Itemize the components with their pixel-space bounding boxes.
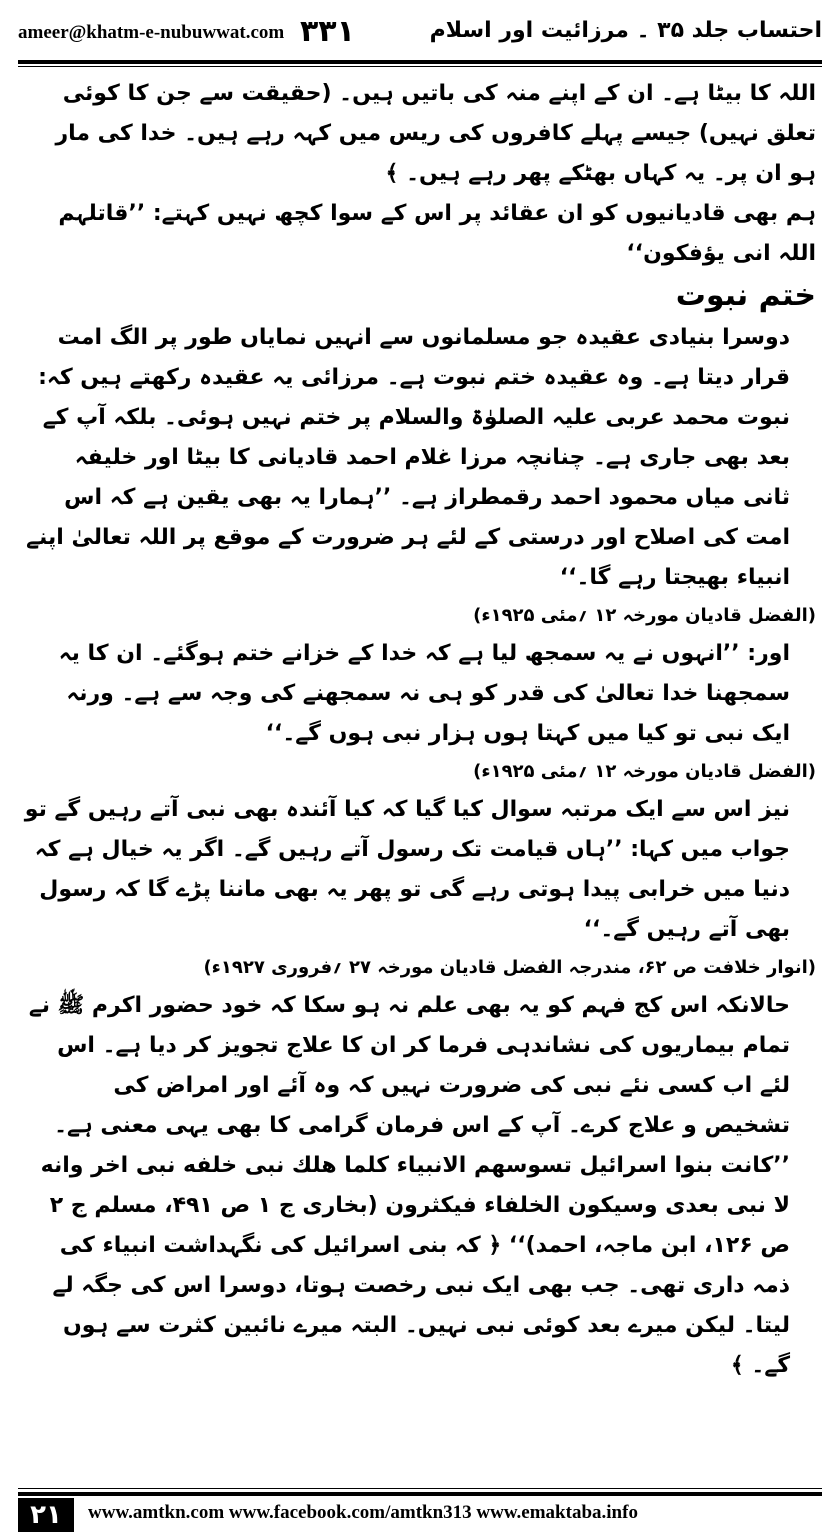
footer-rule-thick xyxy=(18,1492,822,1496)
paragraph-2: ہم بھی قادیانیوں کو ان عقائد پر اس کے سوا کچھ نہیں کہتے: ’’قاتلہم اللہ انی یؤفکون‘‘ xyxy=(58,201,816,266)
header-running-title: احتساب جلد ۳۵ ۔ مرزائیت اور اسلام xyxy=(429,18,822,43)
header-rule-thin xyxy=(18,66,822,67)
header-page-number: ۳۳۱ xyxy=(300,14,355,49)
footer-folio: ۲۱ xyxy=(18,1498,74,1532)
section-heading: ختم نبوت xyxy=(675,278,816,313)
paragraph-1: اللہ کا بیٹا ہے۔ ان کے اپنے منہ کی باتیں ہیں۔ (حقیقت سے جن کا کوئی تعلق نہیں) جیسے پہلے کافروں کی ریس میں کہہ رہے ہیں۔ خدا کی مار ہو ان پر۔ یہ کہاں بھٹکے پھر رہے ہیں۔ ﴾ xyxy=(55,81,816,186)
reference-1: (الفضل قادیان مورخہ ۱۲ ؍مئی ۱۹۲۵ء) xyxy=(473,605,816,626)
paragraph-3: دوسرا بنیادی عقیدہ جو مسلمانوں سے انہیں نمایاں طور پر الگ امت قرار دیتا ہے۔ وہ عقیدہ ختم نبوت ہے۔ مرزائی یہ عقیدہ رکھتے ہیں کہ: xyxy=(38,325,790,390)
page-header xyxy=(18,14,822,54)
header-rule-thick xyxy=(18,60,822,64)
page-body xyxy=(24,74,816,1464)
paragraph-7: حالانکہ اس کج فہم کو یہ بھی علم نہ ہو سکا کہ خود حضور اکرم ﷺ نے تمام بیماریوں کی نشاندہی فرما کر ان کا علاج تجویز کر دیا ہے۔ اس لئے اب کسی نئے نبی کی ضرورت نہیں کہ وہ آئے اور امراض کی تشخیص و علاج کرے۔ آپ کے اس فرمان گرامی کا بھی یہی معنی ہے۔ ’’کانت بنوا اسرائیل تسوسهم الانبياء كلما هلك نبى خلفه نبى اخر وانه لا نبى بعدى وسيكون الخلفاء فيكثرون (بخاری ج ۱ ص ۴۹۱، مسلم ج ۲ ص ۱۲۶، ابن ماجہ، احمد)‘‘ ﴿ کہ بنی اسرائیل کی نگہداشت انبیاء کی ذمہ داری تھی۔ جب بھی ایک نبی رخصت ہوتا، دوسرا اس کی جگہ لے لیتا۔ لیکن میرے بعد کوئی نبی نہیں۔ البتہ میرے نائبین کثرت سے ہوں گے۔ ﴾ xyxy=(28,993,790,1378)
footer-rule-thin xyxy=(18,1488,822,1489)
page-footer xyxy=(18,1488,822,1528)
paragraph-4: نبوت محمد عربی علیہ الصلوٰۃ والسلام پر ختم نہیں ہوئی۔ بلکہ آپ کے بعد بھی جاری ہے۔ چنانچہ مرزا غلام احمد قادیانی کا بیٹا اور خلیفہ ثانی میاں محمود احمد رقمطراز ہے۔ ’’ہمارا یہ بھی یقین ہے کہ اس امت کی اصلاح اور درستی کے لئے ہر ضرورت کے موقع پر اللہ تعالیٰ اپنے انبیاء بھیجتا رہے گا۔‘‘ xyxy=(26,405,790,590)
reference-3: (انوار خلافت ص ۶۲، مندرجہ الفضل قادیان مورخہ ۲۷ ؍فروری ۱۹۲۷ء) xyxy=(203,957,816,978)
footer-urls: www.amtkn.com www.facebook.com/amtkn313 www.emaktaba.info xyxy=(88,1502,638,1523)
paragraph-6: نیز اس سے ایک مرتبہ سوال کیا گیا کہ کیا آئندہ بھی نبی آتے رہیں گے تو جواب میں کہا: ’’ہاں قیامت تک رسول آتے رہیں گے۔ اگر یہ خیال ہے کہ دنیا میں خرابی پیدا ہوتی رہے گی تو پھر یہ بھی ماننا پڑے گا کہ رسول بھی آتے رہیں گے۔‘‘ xyxy=(24,797,790,942)
header-email: ameer@khatm-e-nubuwwat.com xyxy=(18,22,285,43)
paragraph-5: اور: ’’انہوں نے یہ سمجھ لیا ہے کہ خدا کے خزانے ختم ہوگئے۔ ان کا یہ سمجھنا خدا تعالیٰ کی قدر کو ہی نہ سمجھنے کی وجہ سے ہے۔ ورنہ ایک نبی تو کیا میں کہتا ہوں ہزار نبی ہوں گے۔‘‘ xyxy=(58,641,790,746)
reference-2: (الفضل قادیان مورخہ ۱۲ ؍مئی ۱۹۲۵ء) xyxy=(473,761,816,782)
